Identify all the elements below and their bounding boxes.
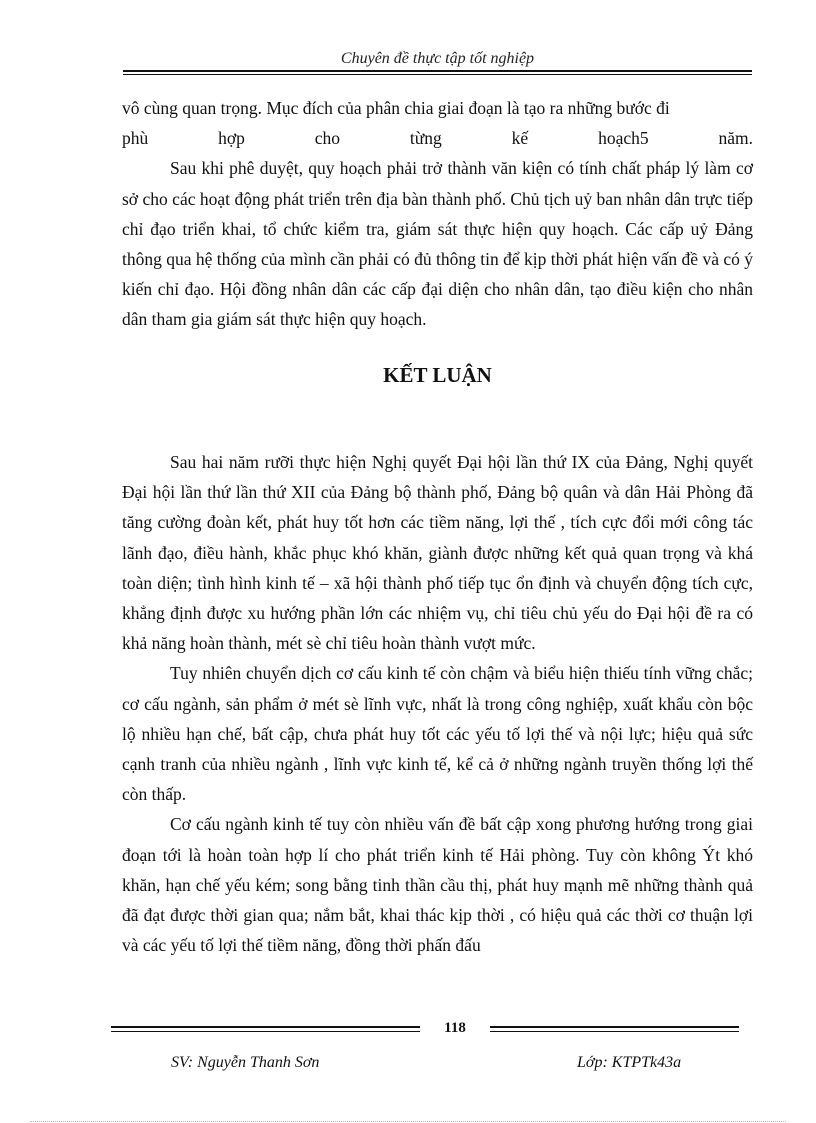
paragraph: Sau hai năm rưỡi thực hiện Nghị quyết Đại hội lần thứ IX của Đảng, Nghị quyết Đại hội lần thứ lần thứ XII của Đảng bộ thành phố, Đảng bộ quân và dân Hải Phòng đã tăng cường đoàn kết, phát huy tốt hơn các tiềm năng, lợi thế , tích cực đổi mới công tác lãnh đạo, điều hành, khắc phục khó khăn, giành được những kết quả quan trọng và khá toàn diện; tình hình kinh tế – xã hội thành phố tiếp tục ổn định và chuyển động tích cực, khẳng định được xu hướng phần lớn các nhiệm vụ, chỉ tiêu chủ yếu do Đại hội đề ra có khả năng hoàn thành, mét sè chỉ tiêu hoàn thành vượt mức. xyxy=(122,452,753,654)
footer-student: SV: Nguyễn Thanh Sơn xyxy=(171,1054,320,1071)
paragraph: Cơ cấu ngành kinh tế tuy còn nhiều vấn đề bất cập xong phương hướng trong giai đoạn tới là hoàn toàn hợp lí cho phát triển kinh tế Hải phòng. Tuy còn không Ýt khó khăn, hạn chế yếu kém; song bằng tinh thần cầu thị, phát huy mạnh mẽ những thành quả đã đạt được thời gian qua; nắm bắt, khai thác kịp thời , có hiệu quả các thời cơ thuận lợi và các yếu tố lợi thế tiềm năng, đồng thời phấn đấu xyxy=(122,814,753,956)
paragraph: Tuy nhiên chuyển dịch cơ cấu kinh tế còn chậm và biểu hiện thiếu tính vững chắc; cơ cấu ngành, sản phẩm ở mét sè lĩnh vực, nhất là trong công nghiệp, xuất khẩu còn bộc lộ nhiều hạn chế, bất cập, chưa phát huy tốt các yếu tố lợi thế và nội lực; hiệu quả sức cạnh tranh của nhiều ngành , lĩnh vực kinh tế, kể cả ở những ngành truyền thống lợi thế còn thấp. xyxy=(122,663,753,805)
top-text-block xyxy=(122,93,753,335)
paragraph-continuation-end: phù hợp cho từng kế hoạch5 năm. xyxy=(122,128,753,149)
paragraph: Sau khi phê duyệt, quy hoạch phải trở thành văn kiện có tính chất pháp lý làm cơ sở cho các hoạt động phát triển trên địa bàn thành phố. Chủ tịch uỷ ban nhân dân trực tiếp chỉ đạo triển khai, tổ chức kiểm tra, giám sát thực hiện quy hoạch. Các cấp uỷ Đảng thông qua hệ thống của mình cần phải có đủ thông tin để kịp thời phát hiện vấn đề và có ý kiến chỉ đạo. Hội đồng nhân dân các cấp đại diện cho nhân dân, tạo điều kiện cho nhân dân tham gia giám sát thực hiện quy hoạch. xyxy=(122,158,753,330)
footer-class: Lớp: KTPTk43a xyxy=(577,1054,682,1071)
header-rule-thin xyxy=(123,74,752,75)
page-number: 118 xyxy=(420,1020,490,1037)
conclusion-text-block xyxy=(122,447,753,960)
section-heading: KẾT LUẬN xyxy=(383,363,492,387)
page-header: Chuyên đề thực tập tốt nghiệp xyxy=(340,50,535,67)
header-rule-thick xyxy=(123,70,752,72)
page-bottom-dotted-line xyxy=(30,1121,786,1122)
paragraph-continuation: vô cùng quan trọng. Mục đích của phân chia giai đoạn là tạo ra những bước đi xyxy=(122,98,670,118)
